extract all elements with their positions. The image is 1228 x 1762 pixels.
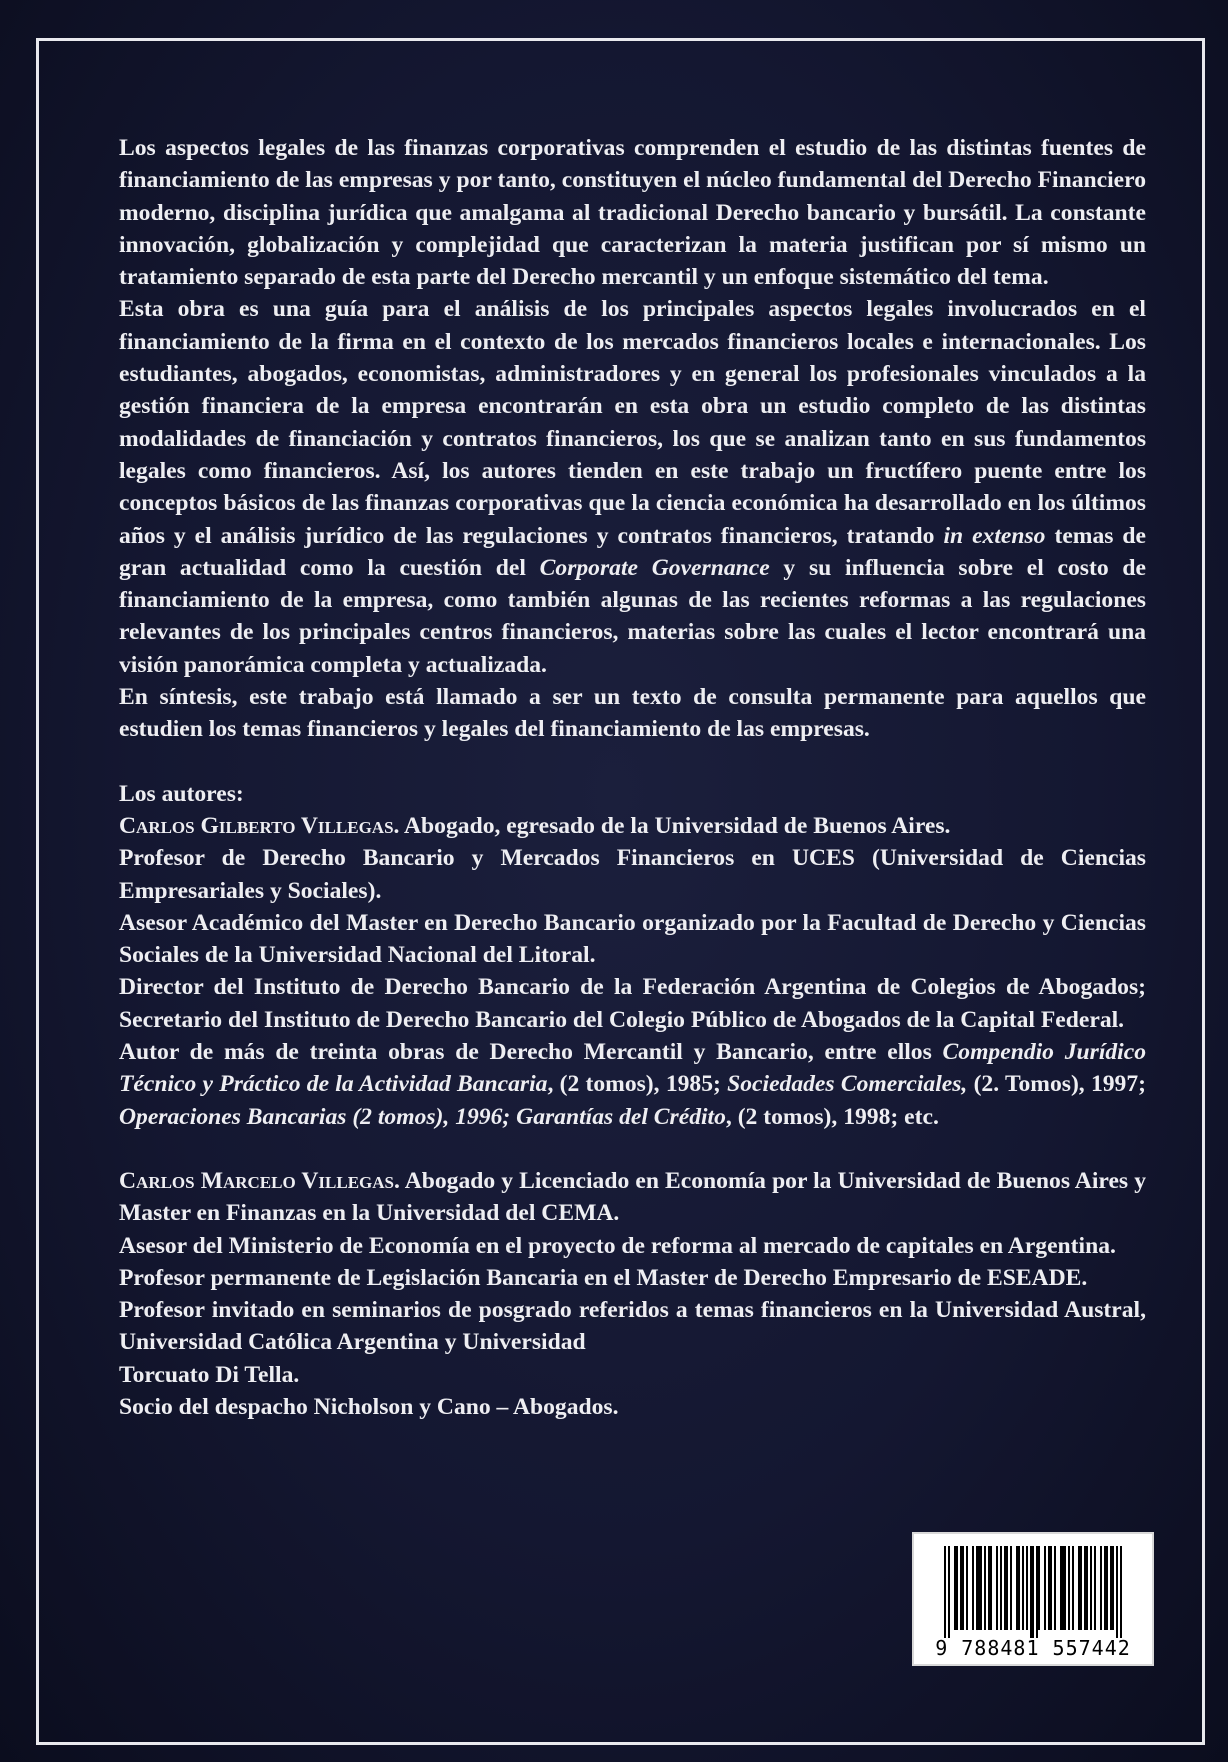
barcode-bar bbox=[944, 1546, 946, 1638]
description-text: temas de gran actualidad como la cuestión del bbox=[119, 522, 1146, 581]
italic-term: in extenso bbox=[943, 522, 1046, 549]
barcode-bar bbox=[1038, 1546, 1040, 1630]
author-1-name: Carlos Gilberto Villegas. bbox=[119, 812, 400, 839]
author-1-line4: Director del Instituto de Derecho Bancario de la Federación Argentina de Colegios de Abogados; Secretario del Instituto de Derecho Bancario del Colegio Público de Abogados de la Capital Federal. bbox=[119, 974, 1146, 1033]
barcode-bar bbox=[1106, 1546, 1108, 1630]
barcode-bar bbox=[980, 1546, 982, 1630]
barcode-bar bbox=[1054, 1546, 1056, 1630]
barcode-bar bbox=[990, 1546, 992, 1630]
barcode-bar bbox=[1104, 1546, 1106, 1630]
barcode-bar bbox=[1094, 1546, 1096, 1630]
barcode-bar bbox=[1110, 1546, 1112, 1630]
barcode-bar bbox=[1120, 1546, 1122, 1638]
barcode-bar bbox=[988, 1546, 990, 1630]
barcode-bar bbox=[1000, 1546, 1002, 1630]
barcode-bar bbox=[1060, 1546, 1062, 1630]
author-2-name: Carlos Marcelo Villegas. bbox=[119, 1167, 400, 1194]
barcode-bar bbox=[984, 1546, 986, 1630]
barcode-bar bbox=[1048, 1546, 1050, 1630]
barcode-bar bbox=[1004, 1546, 1006, 1630]
barcode-bar bbox=[972, 1546, 974, 1630]
barcode-bar bbox=[1036, 1546, 1038, 1638]
author-1-line2: Profesor de Derecho Bancario y Mercados Financieros en UCES (Universidad de Ciencias Empresariales y Sociales). bbox=[119, 845, 1146, 904]
barcode-bar bbox=[1030, 1546, 1032, 1638]
barcode-bar bbox=[1086, 1546, 1088, 1630]
barcode-bar bbox=[1084, 1546, 1086, 1630]
barcode-bar bbox=[1064, 1546, 1066, 1630]
work-title: Operaciones Bancarias (2 tomos), 1996; Garantías del Crédito bbox=[119, 1103, 726, 1130]
barcode-bar bbox=[962, 1546, 964, 1630]
author-1-line1: Abogado, egresado de la Universidad de Buenos Aires. bbox=[399, 812, 951, 839]
barcode-bar bbox=[1026, 1546, 1028, 1630]
italic-term: Corporate Governance bbox=[539, 554, 770, 581]
isbn-barcode bbox=[912, 1532, 1154, 1666]
description-paragraph-3: En síntesis, este trabajo está llamado a ser un texto de consulta permanente para aquellos que estudien los temas financieros y legales del financiamiento de las empresas. bbox=[119, 684, 1146, 743]
barcode-bar bbox=[996, 1546, 998, 1630]
barcode-bar bbox=[1078, 1546, 1080, 1630]
description-paragraph-2 bbox=[119, 293, 1146, 681]
author-2-line1: Abogado y Licenciado en Economía por la Universidad de Buenos Aires y Master en Finanzas en la Universidad del CEMA. bbox=[119, 1167, 1146, 1227]
description-text: y su influencia sobre el costo de financiamiento de la empresa, como también algunas de las recientes reformas a las regulaciones relevantes de los principales centros financieros, materias sobre las cuales el lector encontrará una visión panorámica completa y actualizada. bbox=[119, 554, 1146, 678]
barcode-bar bbox=[960, 1546, 962, 1630]
author-1-line3: Asesor Académico del Master en Derecho Bancario organizado por la Facultad de Derecho y Ciencias Sociales de la Universidad Nacional del Litoral. bbox=[119, 909, 1146, 969]
author-2-intro bbox=[119, 1165, 1146, 1230]
barcode-bar bbox=[1032, 1546, 1034, 1638]
barcode-bar bbox=[948, 1546, 950, 1638]
isbn-number: 9 788481 557442 bbox=[935, 1636, 1131, 1660]
barcode-bar bbox=[978, 1546, 980, 1630]
barcode-bar bbox=[1022, 1546, 1024, 1630]
author-2-line2: Asesor del Ministerio de Economía en el proyecto de reforma al mercado de capitales en Argentina. bbox=[119, 1232, 1116, 1259]
work-title: Sociedades Comerciales, bbox=[727, 1071, 968, 1098]
barcode-bar bbox=[966, 1546, 968, 1630]
author-2-line5: Socio del despacho Nicholson y Cano – Abogados. bbox=[119, 1393, 619, 1420]
barcode-bar bbox=[1050, 1546, 1052, 1630]
barcode-bar bbox=[1116, 1546, 1118, 1638]
barcode-bar bbox=[1062, 1546, 1064, 1630]
works-text: , (2 tomos), 1985; bbox=[547, 1071, 728, 1098]
barcode-bar bbox=[1016, 1546, 1018, 1630]
author-2-line4: Profesor invitado en seminarios de posgrado referidos a temas financieros en la Universidad Austral, Universidad Católica Argentina y Universidad bbox=[119, 1297, 1146, 1356]
work-title: Compendio Jurídico Técnico y Práctico de la Actividad Bancaria bbox=[119, 1039, 1146, 1098]
barcode-bar bbox=[1112, 1546, 1114, 1630]
authors-heading: Los autores: bbox=[119, 780, 244, 807]
barcode-bar bbox=[1018, 1546, 1020, 1630]
works-text: , (2 tomos), 1998; etc. bbox=[725, 1103, 939, 1130]
works-text: (2. Tomos), 1997; bbox=[967, 1071, 1146, 1098]
barcode-bar bbox=[1100, 1546, 1102, 1630]
description-text: Esta obra es una guía para el análisis de los principales aspectos legales involucrados en el financiamiento de la firma en el contexto de los mercados financieros locales e internacionales. Los estudiantes, abogados, economistas, administradores y en general los profesionales vinculados a la gestión financiera de la empresa encontrarán en esta obra un estudio completo de las distintas modalidades de financiación y contratos financieros, los que se analizan tanto en sus fundamentos legales como financieros. Así, los autores tienden en este trabajo un fructífero puente entre los conceptos básicos de las finanzas corporativas que la ciencia económica ha desarrollado en los últimos años y el análisis jurídico de las regulaciones y contratos financieros, tratando bbox=[119, 296, 1146, 549]
description-paragraph-1: Los aspectos legales de las finanzas corporativas comprenden el estudio de las distintas fuentes de financiamiento de las empresas y por tanto, constituyen el núcleo fundamental del Derecho Financiero moderno, disciplina jurídica que amalgama al tradicional Derecho bancario y bursátil. La constante innovación, globalización y complejidad que caracterizan la materia justifican por sí mismo un tratamiento separado de esta parte del Derecho mercantil y un enfoque sistemático del tema. bbox=[119, 135, 1146, 291]
works-text: Autor de más de treinta obras de Derecho Mercantil y Bancario, entre ellos bbox=[119, 1039, 943, 1066]
barcode-bar bbox=[954, 1546, 956, 1630]
author-2-line4-cont: Torcuato Di Tella. bbox=[119, 1361, 300, 1388]
barcode-bar bbox=[1068, 1546, 1070, 1630]
barcode-bar bbox=[1090, 1546, 1092, 1630]
barcode-bar bbox=[1010, 1546, 1012, 1630]
author-1-works bbox=[119, 1036, 1146, 1133]
barcode-bar bbox=[1006, 1546, 1008, 1630]
barcode-bar bbox=[976, 1546, 978, 1630]
barcode-bar bbox=[1072, 1546, 1074, 1630]
author-1-intro bbox=[119, 810, 1146, 842]
back-cover-text bbox=[119, 132, 1146, 1423]
barcode-bar bbox=[1044, 1546, 1046, 1630]
author-2-line3: Profesor permanente de Legislación Bancaria en el Master de Derecho Empresario de ESEADE. bbox=[119, 1264, 1088, 1291]
barcode-bar bbox=[956, 1546, 958, 1630]
barcode-bar bbox=[1080, 1546, 1082, 1630]
